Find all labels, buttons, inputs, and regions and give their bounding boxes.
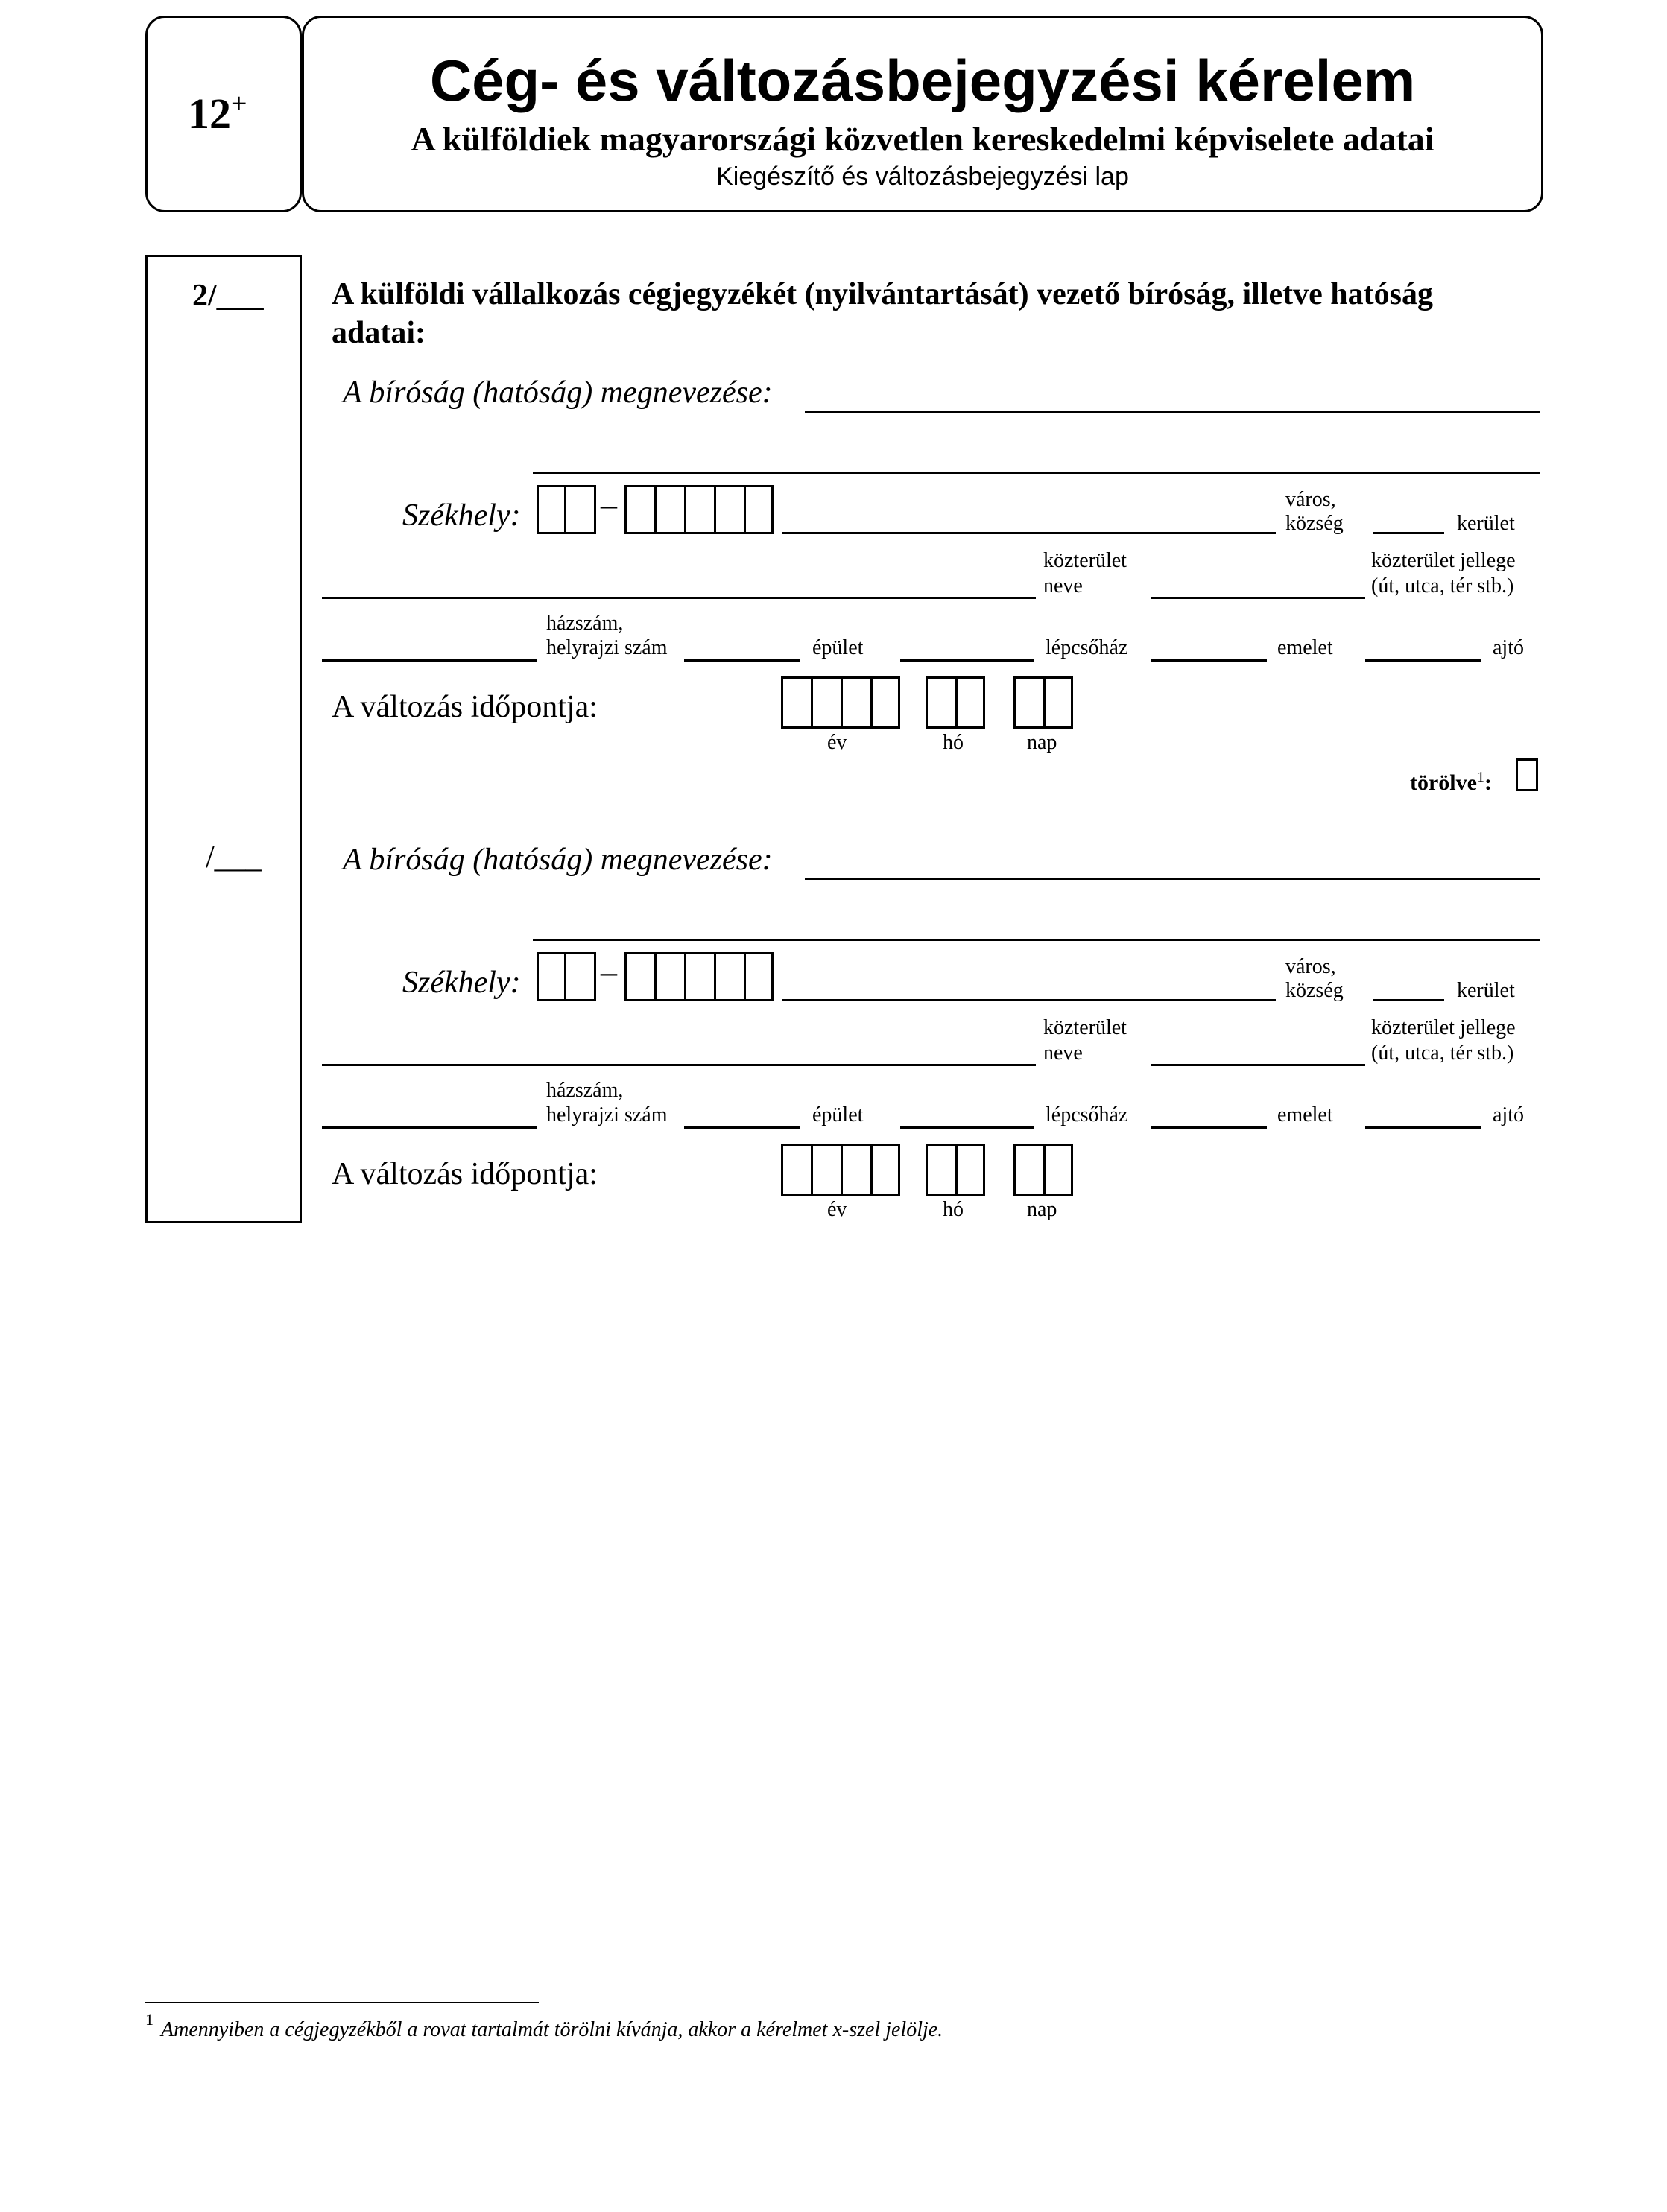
postcode2-cell-7[interactable] (744, 952, 774, 1001)
postcode-dash: – (601, 487, 617, 523)
postcode2-cell-4[interactable] (654, 952, 686, 1001)
postcode2-cell-2[interactable] (564, 952, 596, 1001)
year-cell-1[interactable] (781, 676, 813, 729)
floor-field-2[interactable] (1151, 1126, 1267, 1129)
year2-cell-2[interactable] (811, 1144, 843, 1196)
street-name-label-1: közterület (1043, 549, 1127, 572)
second-entry-number: /___ (206, 840, 262, 875)
footnote-text: Amennyiben a cégjegyzékből a rovat tartalmát törölni kívánja, akkor a kérelmet x-szel jelölje. (161, 2018, 943, 2041)
deleted-checkbox[interactable] (1516, 758, 1538, 791)
city-label-2: község (1285, 512, 1344, 535)
court-name-label: A bíróság (hatóság) megnevezése: (343, 375, 773, 410)
city-label-1: város, (1285, 488, 1336, 511)
section-number: 2/___ (192, 279, 264, 313)
postcode2-cell-6[interactable] (714, 952, 746, 1001)
postcode-cell-1[interactable] (537, 485, 566, 534)
postcode2-cell-1[interactable] (537, 952, 566, 1001)
district-label: kerület (1457, 512, 1515, 535)
section-heading-line2: adatai: (332, 316, 426, 350)
postcode-cell-5[interactable] (684, 485, 716, 534)
street-name-label-2-1: közterület (1043, 1016, 1127, 1039)
month-cell-1[interactable] (926, 676, 958, 729)
door-field[interactable] (1365, 659, 1481, 662)
year-cell-2[interactable] (811, 676, 843, 729)
street-name-field-2[interactable] (322, 1064, 1036, 1066)
day2-cell-1[interactable] (1013, 1144, 1046, 1196)
street-type-label-1: közterület jellege (1371, 549, 1516, 572)
change-date-label-2: A változás időpontja: (332, 1157, 598, 1191)
street-name-field[interactable] (322, 597, 1036, 599)
staircase-label-2: lépcsőház (1046, 1103, 1128, 1126)
postcode2-cell-5[interactable] (684, 952, 716, 1001)
month2-cell-2[interactable] (955, 1144, 985, 1196)
court-name-field-2-line2[interactable] (533, 939, 1540, 941)
court-name-field-line2[interactable] (533, 472, 1540, 474)
door-field-2[interactable] (1365, 1126, 1481, 1129)
seat-label-2: Székhely: (402, 966, 521, 1000)
year2-cell-1[interactable] (781, 1144, 813, 1196)
month-label-2: hó (943, 1198, 964, 1221)
street-name-label-2: neve (1043, 574, 1083, 598)
door-label-2: ajtó (1493, 1103, 1524, 1126)
day2-cell-2[interactable] (1043, 1144, 1073, 1196)
postcode2-dash: – (601, 954, 617, 990)
city-field-2[interactable] (782, 999, 1276, 1001)
city-label-2-1: város, (1285, 955, 1336, 978)
form-number-text: 12 (188, 89, 231, 138)
seat-label: Székhely: (402, 498, 521, 533)
footnote-divider (145, 2002, 539, 2003)
staircase-field[interactable] (900, 659, 1034, 662)
floor-field[interactable] (1151, 659, 1267, 662)
section-number-column (145, 255, 302, 1223)
day-label: nap (1027, 731, 1057, 754)
court-name-label-2: A bíróság (hatóság) megnevezése: (343, 843, 773, 877)
day-cell-1[interactable] (1013, 676, 1046, 729)
deleted-label (1410, 764, 1492, 796)
year2-cell-3[interactable] (841, 1144, 873, 1196)
city-label-2-2: község (1285, 979, 1344, 1002)
month-cell-2[interactable] (955, 676, 985, 729)
building-label: épület (812, 636, 864, 659)
page-subsubtitle: Kiegészítő és változásbejegyzési lap (716, 162, 1129, 191)
postcode-cell-7[interactable] (744, 485, 774, 534)
postcode-cell-4[interactable] (654, 485, 686, 534)
floor-label: emelet (1277, 636, 1333, 659)
year-cell-3[interactable] (841, 676, 873, 729)
form-number (188, 88, 247, 140)
court-name-field[interactable] (805, 411, 1540, 413)
year2-cell-4[interactable] (870, 1144, 900, 1196)
change-date-label: A változás időpontja: (332, 690, 598, 724)
year-label-2: év (827, 1198, 847, 1221)
building-field[interactable] (684, 659, 800, 662)
postcode-cell-2[interactable] (564, 485, 596, 534)
postcode-cell-6[interactable] (714, 485, 746, 534)
page-subtitle: A külföldiek magyarországi közvetlen kereskedelmi képviselete adatai (411, 120, 1434, 158)
house-number-label-2-2: helyrajzi szám (546, 1103, 668, 1126)
staircase-field-2[interactable] (900, 1126, 1034, 1129)
section-heading-line1: A külföldi vállalkozás cégjegyzékét (nyilvántartását) vezető bíróság, illetve hatóság (332, 277, 1433, 311)
day-label-2: nap (1027, 1198, 1057, 1221)
door-label: ajtó (1493, 636, 1524, 659)
court-name-field-2[interactable] (805, 878, 1540, 880)
postcode-cell-3[interactable] (624, 485, 657, 534)
month2-cell-1[interactable] (926, 1144, 958, 1196)
district-field-2[interactable] (1373, 999, 1444, 1001)
deleted-colon: : (1484, 770, 1492, 795)
day-cell-2[interactable] (1043, 676, 1073, 729)
street-type-label-2-2: (út, utca, tér stb.) (1371, 1042, 1514, 1065)
house-number-label-2: helyrajzi szám (546, 636, 668, 659)
building-label-2: épület (812, 1103, 864, 1126)
page-title: Cég- és változásbejegyzési kérelem (429, 48, 1416, 113)
city-field[interactable] (782, 532, 1276, 534)
deleted-footnote-ref: 1 (1476, 769, 1484, 785)
deleted-label-text: törölve (1410, 770, 1477, 795)
street-name-label-2-2: neve (1043, 1042, 1083, 1065)
house-number-field[interactable] (322, 659, 537, 662)
house-number-label-1: házszám, (546, 612, 624, 635)
footnote-marker: 1 (145, 2010, 154, 2029)
district-label-2: kerület (1457, 979, 1515, 1002)
form-number-sup: + (231, 88, 247, 119)
district-field[interactable] (1373, 532, 1444, 534)
street-type-label-2-1: közterület jellege (1371, 1016, 1516, 1039)
street-type-field-2[interactable] (1151, 1064, 1365, 1066)
month-label: hó (943, 731, 964, 754)
year-label: év (827, 731, 847, 754)
house-number-label-2-1: házszám, (546, 1079, 624, 1102)
year-cell-4[interactable] (870, 676, 900, 729)
floor-label-2: emelet (1277, 1103, 1333, 1126)
staircase-label: lépcsőház (1046, 636, 1128, 659)
postcode2-cell-3[interactable] (624, 952, 657, 1001)
street-type-field[interactable] (1151, 597, 1365, 599)
house-number-field-2[interactable] (322, 1126, 537, 1129)
building-field-2[interactable] (684, 1126, 800, 1129)
street-type-label-2: (út, utca, tér stb.) (1371, 574, 1514, 598)
